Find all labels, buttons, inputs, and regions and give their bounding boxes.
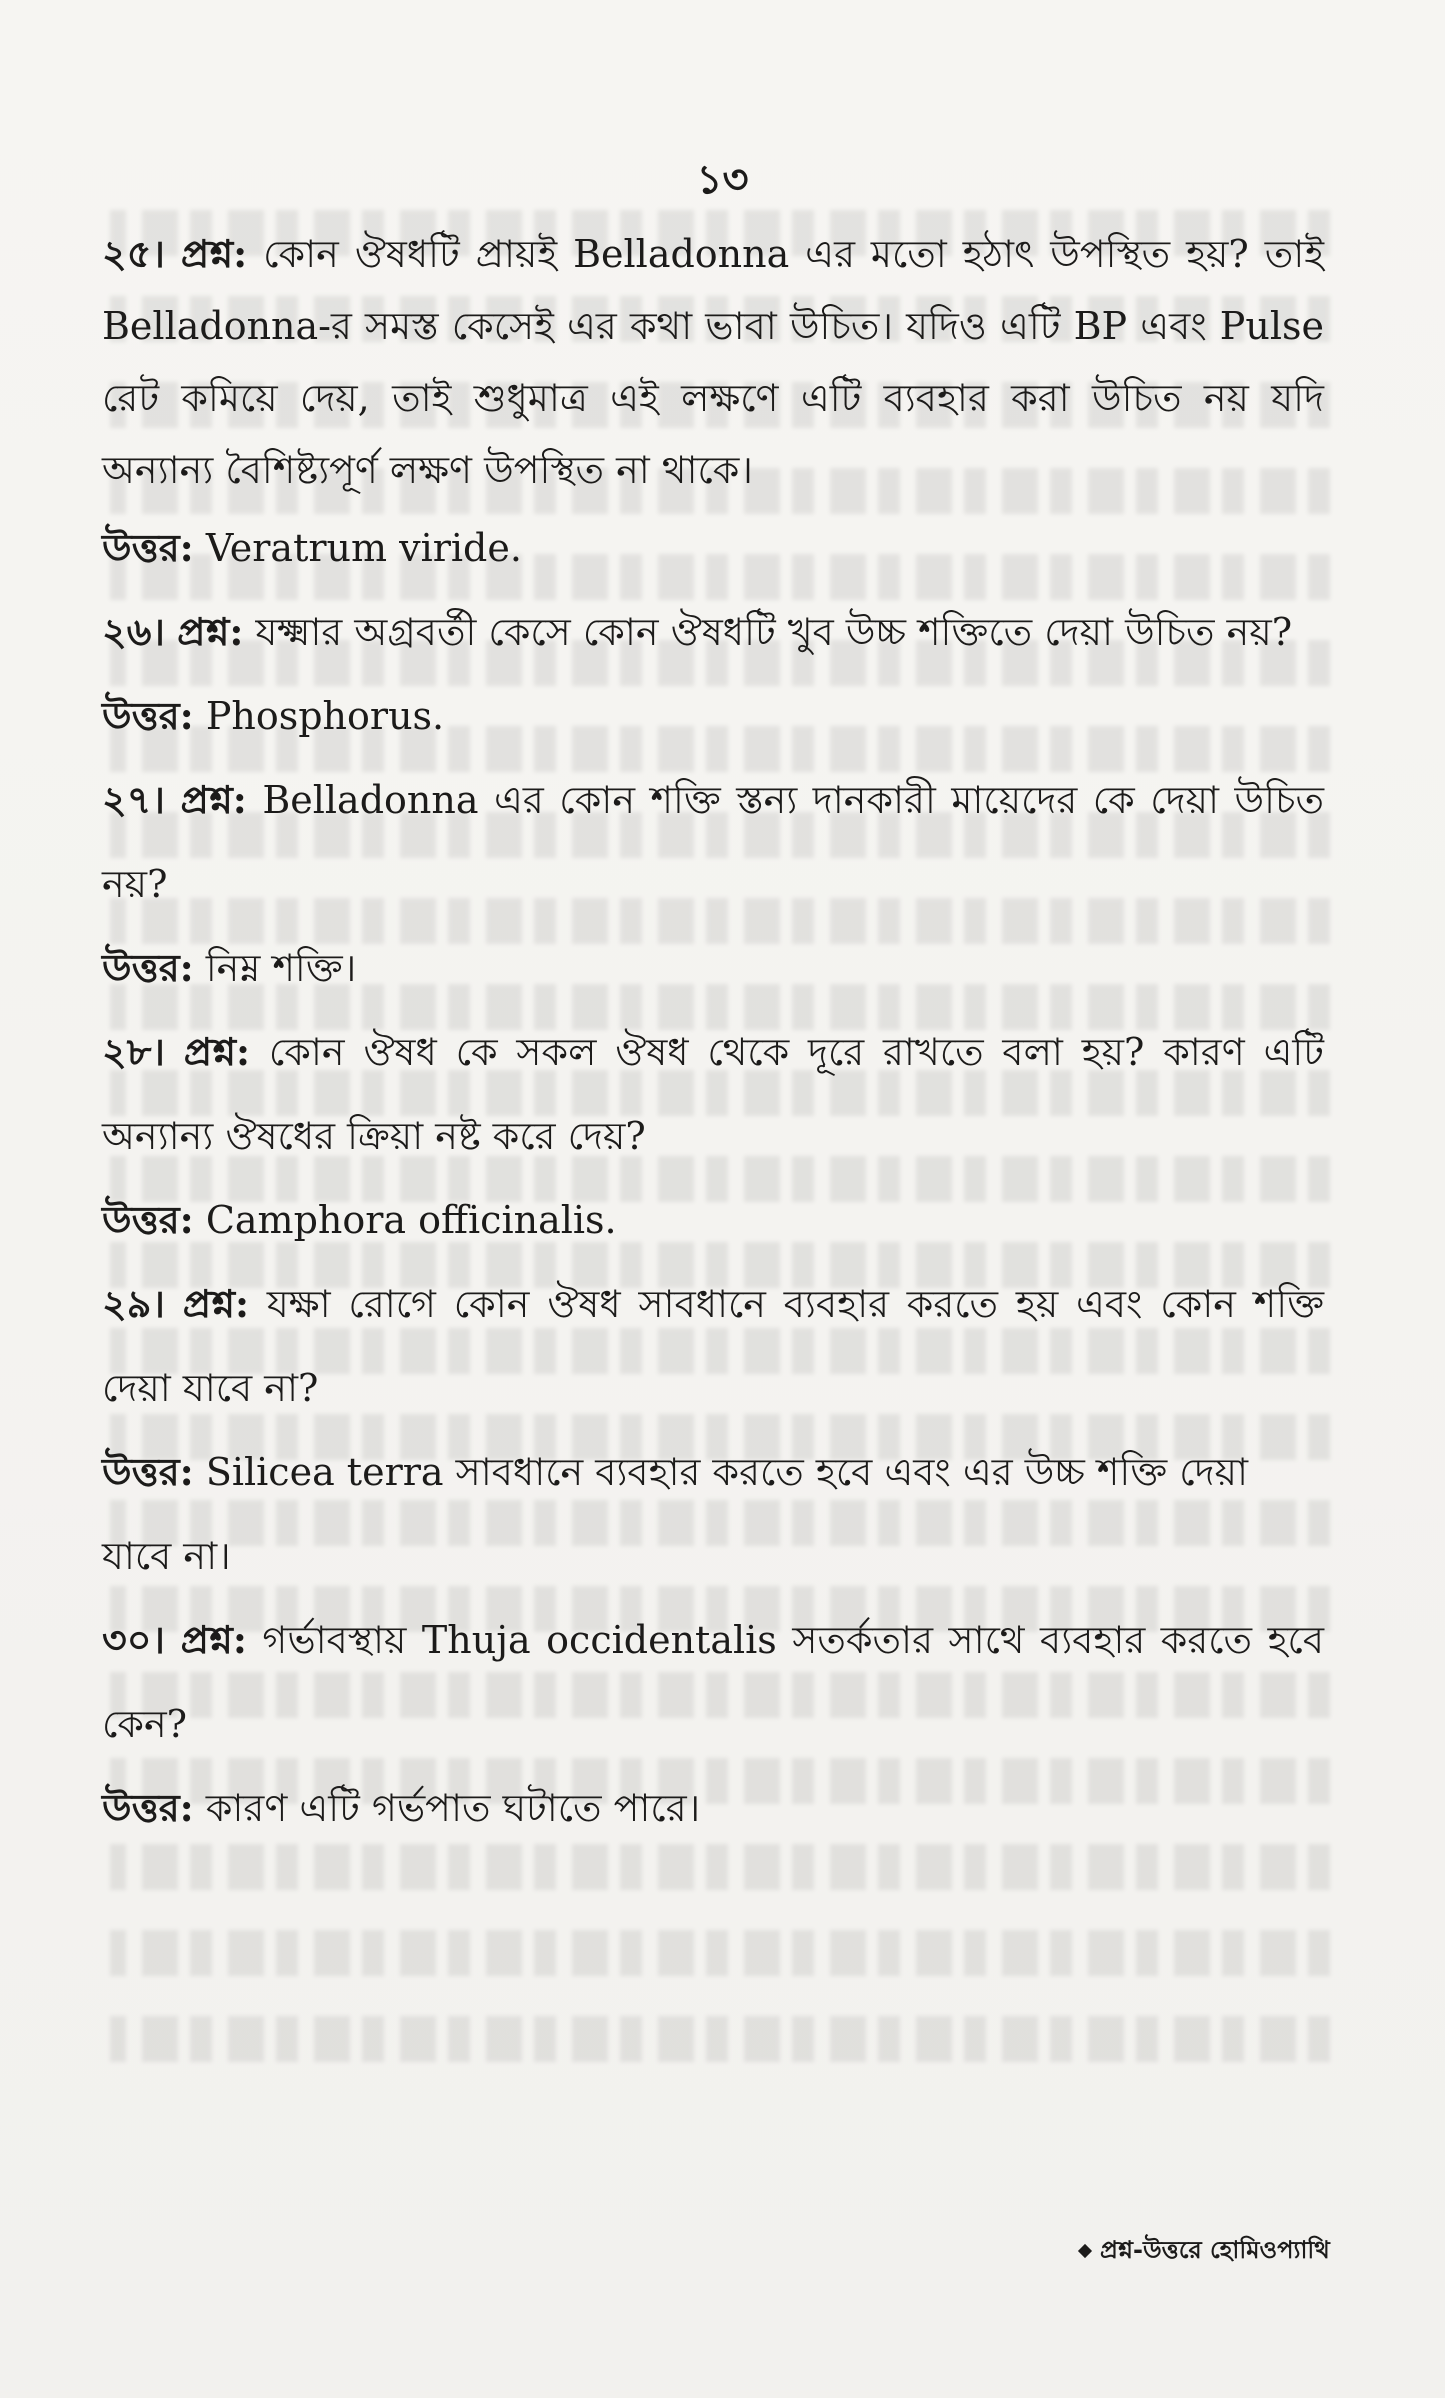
question xyxy=(102,1262,1324,1430)
question-number: ২৮। xyxy=(102,1029,165,1074)
answer-label: উত্তর: xyxy=(102,525,194,570)
answer-text: Veratrum viride. xyxy=(205,526,522,570)
answer-text: Camphora officinalis. xyxy=(205,1198,617,1242)
answer-label: উত্তর: xyxy=(102,1449,194,1494)
answer-label: উত্তর: xyxy=(102,945,194,990)
qa-item-29 xyxy=(102,1262,1324,1598)
answer xyxy=(102,674,1324,758)
book-title: প্রশ্ন-উত্তরে হোমিওপ্যাথি xyxy=(1100,2236,1330,2264)
answer-text: Silicea terra সাবধানে ব্যবহার করতে হবে এবং এর উচ্চ শক্তি দেয়া যাবে না। xyxy=(102,1450,1249,1578)
qa-item-28 xyxy=(102,1010,1324,1262)
answer xyxy=(102,926,1324,1010)
answer-text: Phosphorus. xyxy=(205,694,445,738)
qa-item-27 xyxy=(102,758,1324,1010)
question-number: ২৬। xyxy=(102,609,166,654)
question-number: ২৭। xyxy=(102,777,166,822)
diamond-bullet-icon xyxy=(1078,2244,1092,2258)
answer-label: উত্তর: xyxy=(102,693,194,738)
question-text: কোন ঔষধটি প্রায়ই Belladonna এর মতো হঠাৎ উপস্থিত হয়? তাই Belladonna-র সমস্ত কেসেই এর কথা ভাবা উচিত। যদিও এটি BP এবং Pulse রেট কমিয়ে দেয়, তাই শুধুমাত্র এই লক্ষণে এটি ব্যবহার করা উচিত নয় যদি অন্যান্য বৈশিষ্ট্যপূর্ণ লক্ষণ উপস্থিত না থাকে। xyxy=(102,232,1324,492)
question-label: প্রশ্ন: xyxy=(180,231,248,276)
question-label: প্রশ্ন: xyxy=(180,777,247,822)
question-number: ২৯। xyxy=(102,1281,165,1326)
answer xyxy=(102,1766,1324,1850)
answer-label: উত্তর: xyxy=(102,1785,194,1830)
question-number: ২৫। xyxy=(102,231,165,276)
answer-text: নিম্ন শক্তি। xyxy=(205,946,357,990)
question xyxy=(102,1598,1324,1766)
question xyxy=(102,218,1324,506)
question-text: যক্ষ্মার অগ্রবর্তী কেসে কোন ঔষধটি খুব উচ্চ শক্তিতে দেয়া উচিত নয়? xyxy=(255,610,1293,654)
question-text: কোন ঔষধ কে সকল ঔষধ থেকে দূরে রাখতে বলা হয়? কারণ এটি অন্যান্য ঔষধের ক্রিয়া নষ্ট করে দেয়? xyxy=(102,1030,1324,1158)
question xyxy=(102,1010,1324,1178)
answer-text: কারণ এটি গর্ভপাত ঘটাতে পারে। xyxy=(205,1786,701,1830)
answer xyxy=(102,506,1324,590)
qa-item-25 xyxy=(102,218,1324,590)
question-number: ৩০। xyxy=(102,1617,166,1662)
question-text: যক্ষা রোগে কোন ঔষধ সাবধানে ব্যবহার করতে হয় এবং কোন শক্তি দেয়া যাবে না? xyxy=(102,1282,1324,1410)
question-text: গর্ভাবস্থায় Thuja occidentalis সতর্কতার সাথে ব্যবহার করতে হবে কেন? xyxy=(102,1618,1324,1746)
qa-list xyxy=(102,218,1324,1850)
qa-item-26 xyxy=(102,590,1324,758)
running-footer xyxy=(1080,2232,1330,2272)
question xyxy=(102,590,1324,674)
question xyxy=(102,758,1324,926)
page-number: ১৩ xyxy=(696,156,749,203)
answer xyxy=(102,1430,1324,1598)
question-label: প্রশ্ন: xyxy=(177,609,244,654)
question-label: প্রশ্ন: xyxy=(183,1029,251,1074)
question-text: Belladonna এর কোন শক্তি স্তন্য দানকারী মায়েদের কে দেয়া উচিত নয়? xyxy=(102,778,1324,906)
answer-label: উত্তর: xyxy=(102,1197,194,1242)
answer xyxy=(102,1178,1324,1262)
question-label: প্রশ্ন: xyxy=(182,1281,250,1326)
question-label: প্রশ্ন: xyxy=(180,1617,247,1662)
qa-item-30 xyxy=(102,1598,1324,1850)
